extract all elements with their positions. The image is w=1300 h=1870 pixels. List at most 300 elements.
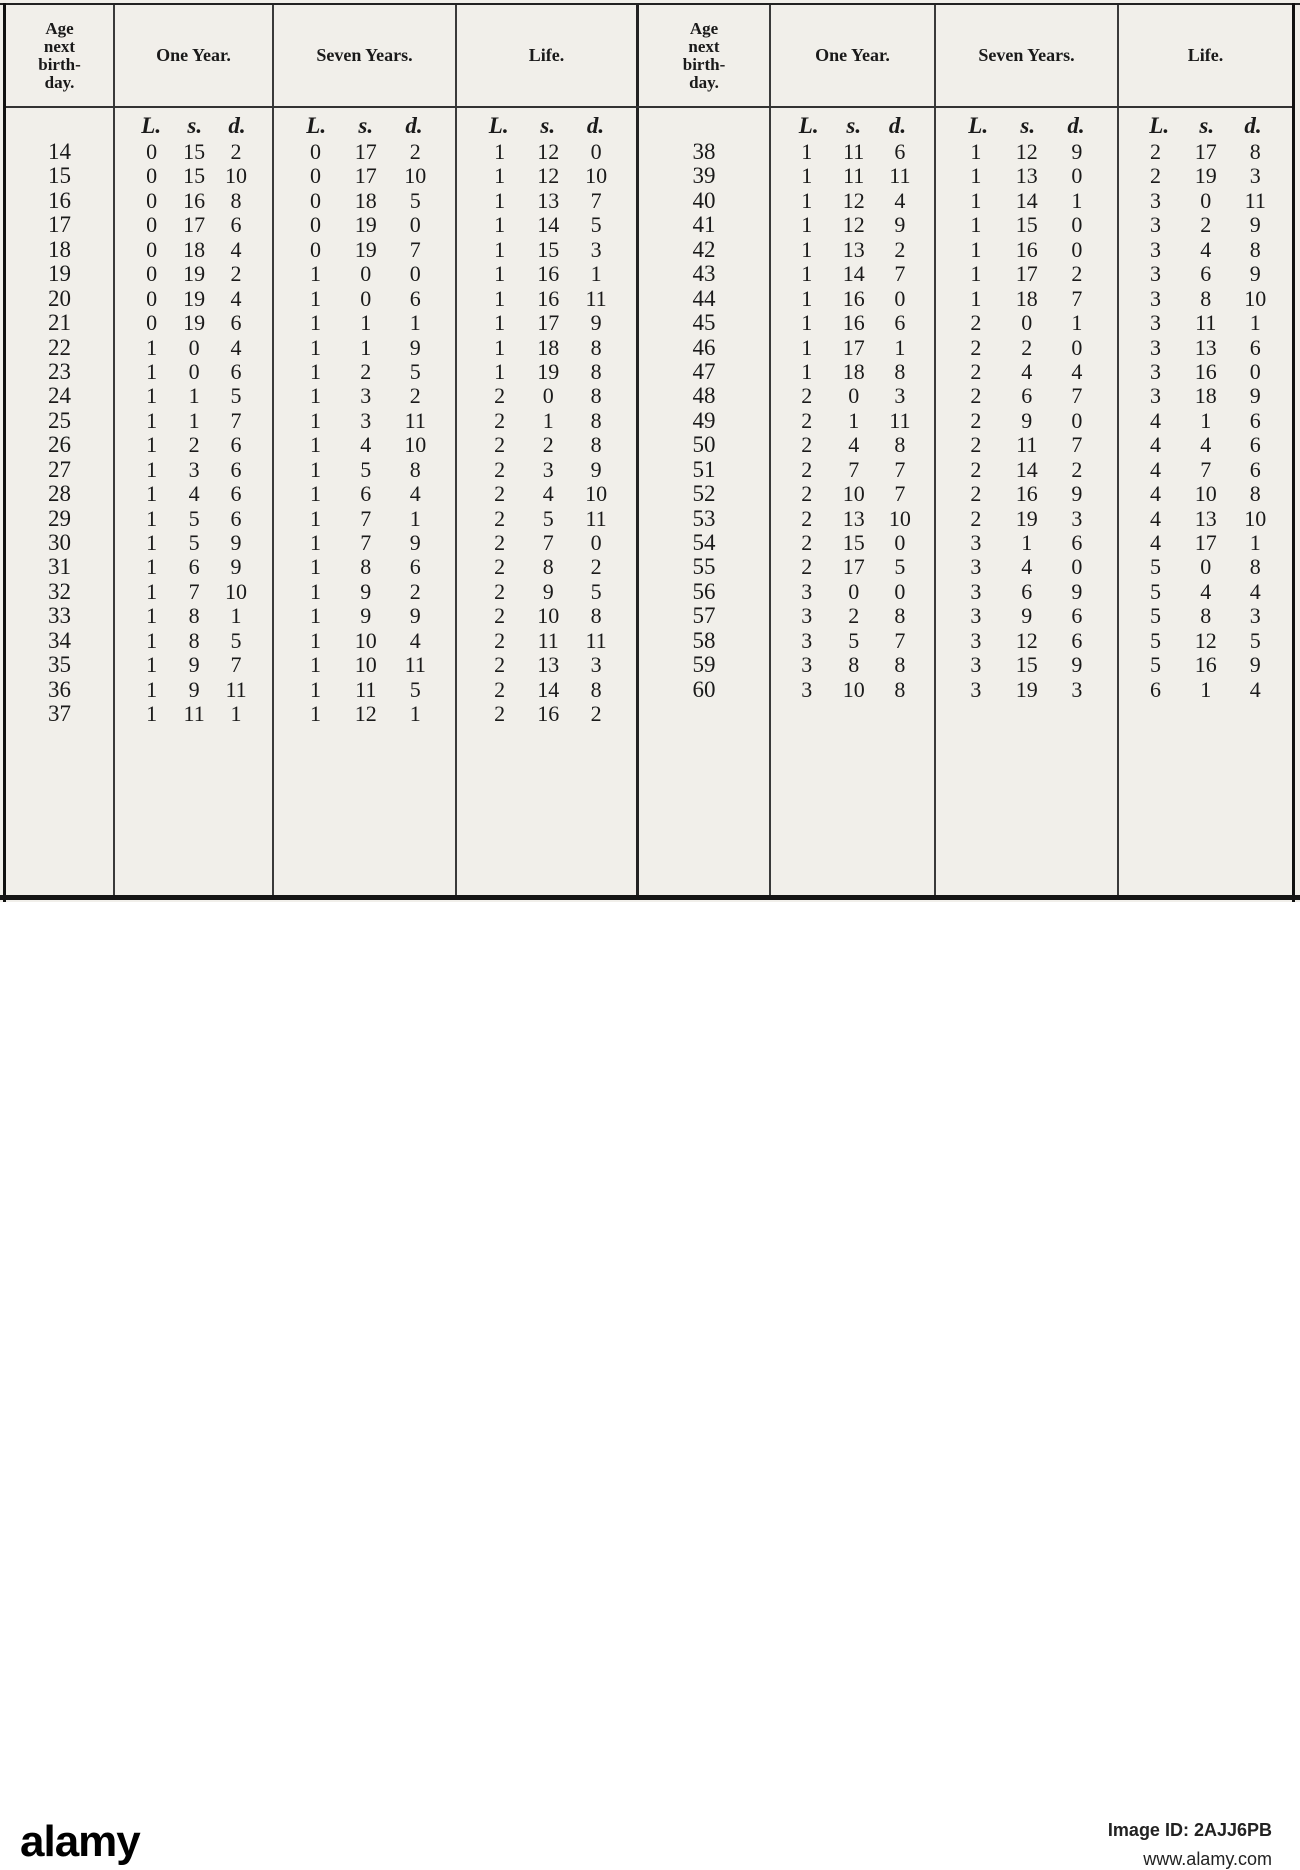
- pounds-value: 1: [494, 187, 506, 213]
- header-age-line: day.: [689, 72, 719, 92]
- shillings-value: 14: [1015, 187, 1038, 213]
- table-row-cell: [130, 678, 257, 702]
- table-row-cell: [290, 287, 440, 311]
- unit-pounds: L.: [488, 113, 509, 138]
- table-row-cell: [130, 458, 257, 482]
- pence-value: 6: [230, 505, 242, 531]
- table-row-cell: [290, 262, 440, 286]
- pence-value: 0: [894, 578, 906, 604]
- pounds-value: 1: [146, 383, 158, 409]
- shillings-value: 0: [1200, 554, 1212, 580]
- pence-value: 2: [590, 554, 602, 580]
- table-row-cell: [475, 433, 620, 457]
- unit-shillings: s.: [358, 113, 374, 138]
- shillings-value: 8: [1200, 603, 1212, 629]
- table-row-cell: [950, 336, 1102, 360]
- pounds-value: 5: [1150, 627, 1161, 653]
- pounds-value: 3: [970, 676, 982, 702]
- shillings-value: 10: [1194, 481, 1217, 507]
- age-cell: 36: [48, 676, 71, 702]
- pounds-value: 1: [146, 701, 158, 727]
- pounds-value: 1: [494, 139, 506, 164]
- pence-value: 7: [894, 627, 906, 653]
- pence-value: 4: [1249, 676, 1261, 702]
- table-row-cell: [475, 507, 620, 531]
- shillings-value: 3: [360, 383, 372, 409]
- pounds-value: 2: [970, 310, 982, 336]
- pounds-value: 1: [494, 236, 506, 262]
- shillings-value: 11: [1016, 432, 1038, 458]
- pence-value: 11: [1244, 187, 1266, 213]
- pence-value: 10: [225, 578, 248, 604]
- table-row-cell: [783, 238, 923, 262]
- pence-value: 7: [1071, 383, 1083, 409]
- pounds-value: 1: [494, 310, 506, 336]
- age-cell: 44: [692, 285, 716, 311]
- table-row-cell: [950, 678, 1102, 702]
- pence-value: 6: [230, 432, 242, 458]
- table-row-cell: [475, 238, 620, 262]
- table-row-cell: [783, 336, 923, 360]
- pence-value: 11: [889, 407, 911, 433]
- table-row-cell: [290, 360, 440, 384]
- header-age-right: [639, 5, 769, 106]
- table-row-cell: [950, 164, 1102, 188]
- pounds-value: 1: [146, 505, 158, 531]
- pence-value: 1: [590, 261, 602, 287]
- pounds-value: 3: [801, 676, 813, 702]
- age-cell: 51: [692, 456, 716, 482]
- pounds-value: 3: [970, 652, 982, 678]
- table-row-cell: [783, 433, 923, 457]
- table-row-cell: [475, 531, 620, 555]
- pounds-value: 2: [1150, 139, 1161, 164]
- table-row-cell: [1130, 482, 1280, 506]
- header-one-year-right: One Year.: [815, 45, 890, 65]
- pounds-value: 1: [494, 163, 506, 189]
- age-cell: 35: [48, 652, 71, 678]
- table-row-cell: [130, 604, 257, 628]
- pence-value: 4: [230, 334, 242, 360]
- pounds-value: 2: [970, 358, 982, 384]
- pence-value: 0: [1071, 163, 1083, 189]
- table-row-cell: [783, 189, 923, 213]
- age-cell: 33: [48, 603, 71, 629]
- pounds-value: 1: [310, 530, 321, 555]
- header-seven-years-right: Seven Years.: [978, 45, 1075, 65]
- pounds-value: 4: [1150, 407, 1161, 433]
- pounds-value: 2: [494, 456, 506, 482]
- table-row-cell: [290, 409, 440, 433]
- table-row-cell: [1130, 531, 1280, 555]
- pounds-value: 1: [970, 236, 982, 262]
- shillings-value: 19: [354, 236, 377, 262]
- table-row-cell: [950, 433, 1102, 457]
- pounds-value: 2: [494, 652, 506, 678]
- table-row-cell: [1130, 360, 1280, 384]
- pounds-value: 1: [494, 285, 506, 311]
- pence-value: 9: [230, 554, 242, 580]
- age-cell: 25: [48, 407, 71, 433]
- table-row-cell: [950, 360, 1102, 384]
- age-cell: 20: [48, 285, 71, 311]
- unit-pounds: L.: [968, 113, 989, 138]
- shillings-value: 18: [537, 334, 560, 360]
- table-row-cell: [475, 287, 620, 311]
- shillings-value: 15: [842, 530, 865, 555]
- shillings-value: 0: [848, 578, 860, 604]
- pence-value: 5: [1249, 627, 1261, 653]
- table-row-cell: [130, 580, 257, 604]
- shillings-value: 12: [1015, 139, 1038, 164]
- pence-value: 9: [409, 530, 421, 555]
- table-row-cell: [783, 384, 923, 408]
- table-row-cell: [290, 653, 440, 677]
- seven-years-column-right: [950, 140, 1102, 702]
- pence-value: 3: [590, 652, 602, 678]
- pence-value: 11: [585, 627, 607, 653]
- pounds-value: 2: [801, 383, 813, 409]
- pounds-value: 1: [494, 358, 506, 384]
- table-row-cell: [475, 140, 620, 164]
- pounds-value: 3: [801, 578, 813, 604]
- pounds-value: 1: [310, 285, 321, 311]
- table-row-cell: [130, 336, 257, 360]
- pence-value: 0: [590, 530, 602, 555]
- pounds-value: 5: [1150, 554, 1161, 580]
- header-age-left: [6, 5, 113, 106]
- shillings-value: 5: [188, 505, 200, 531]
- pounds-value: 1: [146, 603, 158, 629]
- table-row-cell: [475, 409, 620, 433]
- pence-value: 4: [1249, 578, 1261, 604]
- unit-pounds: L.: [1149, 113, 1170, 138]
- shillings-value: 8: [360, 554, 372, 580]
- pence-value: 1: [894, 334, 906, 360]
- pounds-value: 1: [494, 212, 506, 238]
- header-one-year-left: One Year.: [156, 45, 231, 65]
- shillings-value: 11: [843, 139, 865, 164]
- table-row-cell: [475, 580, 620, 604]
- table-row-cell: [783, 482, 923, 506]
- shillings-value: 13: [1194, 334, 1217, 360]
- shillings-value: 19: [354, 212, 377, 238]
- pounds-value: 1: [146, 676, 158, 702]
- pence-value: 6: [230, 358, 242, 384]
- table-row-cell: [1130, 238, 1280, 262]
- pounds-value: 4: [1150, 505, 1161, 531]
- shillings-value: 15: [1015, 212, 1038, 238]
- pounds-value: 2: [1150, 163, 1161, 189]
- shillings-value: 4: [542, 481, 554, 507]
- shillings-value: 16: [1194, 358, 1217, 384]
- shillings-value: 6: [1021, 578, 1033, 604]
- pounds-value: 1: [146, 334, 158, 360]
- age-cell: 26: [48, 432, 71, 458]
- age-cell: 32: [48, 578, 71, 604]
- pounds-value: 1: [310, 334, 321, 360]
- table-row-cell: [290, 238, 440, 262]
- shillings-value: 16: [537, 261, 560, 287]
- table-row-cell: [475, 164, 620, 188]
- pence-value: 5: [590, 212, 602, 238]
- shillings-value: 0: [188, 334, 200, 360]
- pounds-value: 1: [146, 554, 158, 580]
- table-row-cell: [130, 164, 257, 188]
- pounds-value: 4: [1150, 481, 1161, 507]
- pence-value: 6: [1071, 603, 1083, 629]
- pence-value: 10: [404, 432, 427, 458]
- pounds-value: 2: [494, 481, 506, 507]
- table-row-cell: [950, 287, 1102, 311]
- pounds-value: 0: [146, 187, 158, 213]
- shillings-value: 2: [360, 358, 372, 384]
- pence-value: 6: [1249, 407, 1261, 433]
- table-row-cell: [783, 604, 923, 628]
- watermark-info: [1108, 1820, 1272, 1870]
- table-row-cell: [290, 458, 440, 482]
- pounds-value: 1: [970, 139, 982, 164]
- pounds-value: 4: [1150, 530, 1161, 555]
- header-life-right: Life.: [1187, 45, 1224, 65]
- pence-value: 0: [1071, 554, 1083, 580]
- table-row-cell: [290, 213, 440, 237]
- shillings-value: 4: [1021, 554, 1033, 580]
- pounds-value: 1: [310, 456, 321, 482]
- pence-value: 9: [1249, 652, 1261, 678]
- table-row-cell: [1130, 433, 1280, 457]
- table-row-cell: [475, 604, 620, 628]
- shillings-value: 5: [188, 530, 200, 555]
- units-seven-years-left: [274, 112, 455, 140]
- pounds-value: 6: [1150, 676, 1161, 702]
- pounds-value: 1: [801, 310, 813, 336]
- pence-value: 8: [590, 407, 602, 433]
- shillings-value: 14: [842, 261, 865, 287]
- header-age-line: day.: [44, 72, 75, 92]
- shillings-value: 16: [537, 701, 560, 727]
- pounds-value: 3: [970, 627, 982, 653]
- table-row-cell: [1130, 336, 1280, 360]
- pence-value: 8: [894, 432, 906, 458]
- pence-value: 11: [404, 652, 426, 678]
- pence-value: 6: [1249, 432, 1261, 458]
- unit-shillings: s.: [1020, 113, 1036, 138]
- pounds-value: 1: [310, 358, 321, 384]
- pence-value: 8: [409, 456, 421, 482]
- pence-value: 0: [894, 285, 906, 311]
- shillings-value: 7: [188, 578, 200, 604]
- shillings-value: 16: [1194, 652, 1217, 678]
- table-row-cell: [783, 360, 923, 384]
- pounds-value: 1: [310, 603, 321, 629]
- unit-pence: d.: [586, 113, 605, 138]
- pence-value: 7: [230, 407, 242, 433]
- age-cell: 54: [692, 530, 716, 555]
- table-row-cell: [290, 555, 440, 579]
- header-seven-years-left: Seven Years.: [316, 45, 413, 65]
- table-row-cell: [950, 653, 1102, 677]
- shillings-value: 17: [537, 310, 560, 336]
- pence-value: 2: [230, 261, 242, 287]
- table-row-cell: [475, 678, 620, 702]
- age-cell: 48: [692, 383, 716, 409]
- shillings-value: 9: [360, 578, 372, 604]
- table-row-cell: [130, 702, 257, 726]
- pence-value: 8: [1249, 481, 1261, 507]
- table-row-cell: [783, 629, 923, 653]
- pence-value: 2: [409, 139, 421, 164]
- pounds-value: 2: [970, 456, 982, 482]
- pounds-value: 2: [494, 383, 506, 409]
- header-age-line: next: [43, 36, 76, 56]
- unit-pounds: L.: [306, 113, 327, 138]
- shillings-value: 19: [1015, 676, 1038, 702]
- table-row-cell: [950, 213, 1102, 237]
- pence-value: 6: [894, 310, 906, 336]
- table-row-cell: [130, 531, 257, 555]
- age-cell: 45: [692, 310, 716, 336]
- shillings-value: 16: [537, 285, 560, 311]
- pence-value: 0: [1071, 236, 1083, 262]
- shillings-value: 0: [360, 285, 372, 311]
- table-row-cell: [950, 189, 1102, 213]
- alamy-logo: alamy: [20, 1817, 140, 1866]
- pounds-value: 1: [310, 481, 321, 507]
- pence-value: 11: [889, 163, 911, 189]
- pence-value: 8: [590, 676, 602, 702]
- table-row-cell: [1130, 287, 1280, 311]
- watermark-url: www.alamy.com: [1143, 1849, 1272, 1869]
- pence-value: 6: [894, 139, 906, 164]
- age-cell: 57: [692, 603, 716, 629]
- table-row-cell: [783, 409, 923, 433]
- age-column-right: [639, 140, 769, 702]
- table-row-cell: [475, 336, 620, 360]
- pence-value: 10: [1244, 505, 1267, 531]
- pence-value: 9: [409, 334, 421, 360]
- age-cell: 17: [48, 212, 71, 238]
- pounds-value: 3: [801, 603, 813, 629]
- shillings-value: 8: [542, 554, 554, 580]
- shillings-value: 16: [1015, 236, 1038, 262]
- table-row-cell: [1130, 653, 1280, 677]
- unit-pence: d.: [888, 113, 907, 138]
- table-row-cell: [290, 678, 440, 702]
- pence-value: 5: [894, 554, 906, 580]
- pence-value: 10: [888, 505, 911, 531]
- table-row-cell: [475, 360, 620, 384]
- pounds-value: 0: [310, 139, 321, 164]
- pence-value: 8: [590, 432, 602, 458]
- age-cell: 31: [48, 554, 71, 580]
- shillings-value: 6: [360, 481, 372, 507]
- table-row-cell: [783, 311, 923, 335]
- pence-value: 6: [1071, 530, 1083, 555]
- shillings-value: 8: [1200, 285, 1212, 311]
- pounds-value: 1: [310, 505, 321, 531]
- table-row-cell: [290, 433, 440, 457]
- pence-value: 1: [230, 701, 242, 727]
- shillings-value: 16: [842, 310, 865, 336]
- pence-value: 8: [1249, 554, 1261, 580]
- pounds-value: 4: [1150, 456, 1161, 482]
- table-row-cell: [290, 629, 440, 653]
- pounds-value: 0: [310, 187, 321, 213]
- pounds-value: 1: [970, 163, 982, 189]
- pence-value: 6: [230, 456, 242, 482]
- table-row-cell: [475, 653, 620, 677]
- pounds-value: 1: [801, 358, 813, 384]
- age-cell: 60: [692, 676, 716, 702]
- pence-value: 7: [894, 261, 906, 287]
- table-row-cell: [950, 531, 1102, 555]
- shillings-value: 0: [848, 383, 860, 409]
- table-row-cell: [950, 555, 1102, 579]
- table-row-cell: [950, 507, 1102, 531]
- pounds-value: 3: [1150, 310, 1161, 336]
- stock-watermark-bar: [0, 902, 1300, 1869]
- pence-value: 8: [894, 676, 906, 702]
- age-cell: 28: [48, 481, 71, 507]
- shillings-value: 9: [188, 652, 200, 678]
- pence-value: 0: [894, 530, 906, 555]
- pence-value: 10: [585, 481, 608, 507]
- table-row-cell: [290, 482, 440, 506]
- unit-pence: d.: [405, 113, 423, 138]
- image-id-label: Image ID: 2AJJ6PB: [1107, 1820, 1272, 1840]
- shillings-value: 9: [1021, 603, 1033, 629]
- shillings-value: 13: [537, 652, 560, 678]
- shillings-value: 12: [1194, 627, 1217, 653]
- table-row-cell: [130, 653, 257, 677]
- pence-value: 11: [585, 285, 607, 311]
- pounds-value: 1: [310, 407, 321, 433]
- pence-value: 8: [1249, 236, 1261, 262]
- shillings-value: 12: [842, 187, 865, 213]
- age-column-left: [6, 140, 113, 727]
- shillings-value: 0: [542, 383, 554, 409]
- shillings-value: 5: [848, 627, 860, 653]
- pence-value: 9: [1249, 212, 1261, 238]
- pence-value: 10: [225, 163, 248, 189]
- table-row-cell: [290, 580, 440, 604]
- shillings-value: 12: [354, 701, 377, 727]
- pence-value: 5: [409, 358, 421, 384]
- table-row-cell: [475, 311, 620, 335]
- pounds-value: 2: [970, 481, 982, 507]
- pence-value: 0: [1249, 358, 1261, 384]
- shillings-value: 4: [1200, 236, 1212, 262]
- pounds-value: 2: [494, 676, 506, 702]
- shillings-value: 17: [1194, 139, 1217, 164]
- pounds-value: 1: [310, 432, 321, 458]
- pounds-value: 1: [310, 652, 321, 678]
- pence-value: 4: [409, 627, 421, 653]
- pounds-value: 1: [146, 578, 158, 604]
- shillings-value: 14: [1015, 456, 1038, 482]
- pounds-value: 1: [310, 261, 321, 287]
- unit-pence: d.: [1067, 113, 1085, 138]
- table-row-cell: [130, 433, 257, 457]
- pounds-value: 1: [310, 310, 321, 336]
- pence-value: 7: [894, 481, 906, 507]
- shillings-value: 0: [188, 358, 200, 384]
- pence-value: 9: [1071, 578, 1083, 604]
- table-row-cell: [950, 140, 1102, 164]
- table-row-cell: [1130, 164, 1280, 188]
- table-row-cell: [783, 164, 923, 188]
